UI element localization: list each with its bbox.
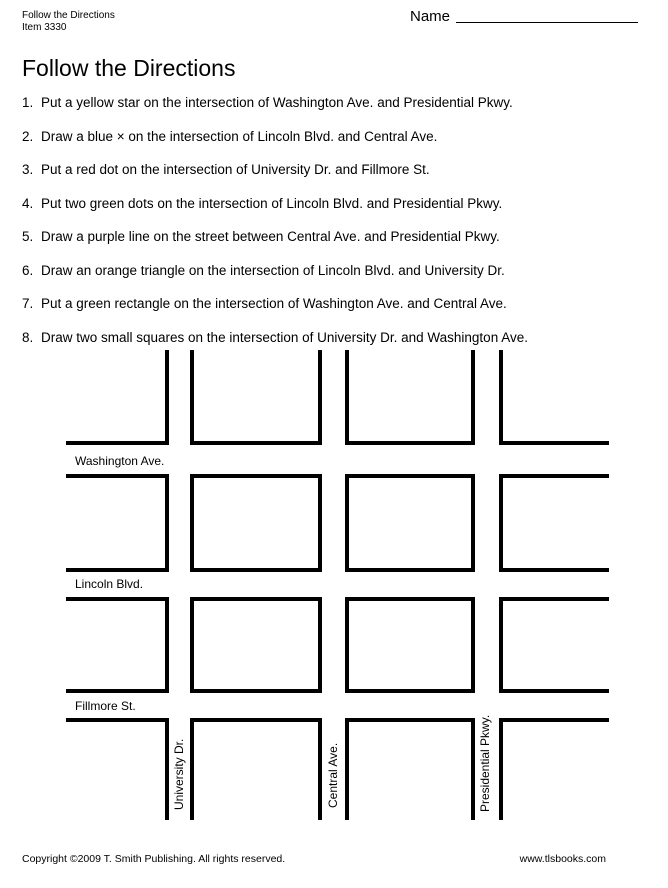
city-block — [66, 597, 169, 693]
street-label-fillmore: Fillmore St. — [75, 699, 136, 713]
direction-text: Draw a purple line on the street between Central Ave. and Presidential Pkwy. — [41, 229, 500, 244]
city-block — [499, 718, 609, 820]
street-label-washington: Washington Ave. — [75, 454, 165, 468]
street-label-presidential: Presidential Pkwy. — [478, 714, 492, 812]
direction-number: 6. — [22, 262, 34, 278]
direction-text: Put a green rectangle on the intersection of Washington Ave. and Central Ave. — [41, 296, 507, 311]
city-block — [66, 350, 169, 445]
direction-text: Put a red dot on the intersection of University Dr. and Fillmore St. — [41, 162, 430, 177]
direction-number: 5. — [22, 229, 34, 244]
direction-item — [22, 262, 528, 296]
page-title: Follow the Directions — [22, 55, 236, 81]
directions-list — [22, 94, 528, 362]
copyright-text: Copyright ©2009 T. Smith Publishing. All rights reserved. — [22, 853, 286, 865]
street-label-lincoln: Lincoln Blvd. — [75, 577, 144, 591]
direction-text: Draw a blue × on the intersection of Lincoln Blvd. and Central Ave. — [41, 128, 438, 144]
direction-text: Put a yellow star on the intersection of Washington Ave. and Presidential Pkwy. — [41, 95, 513, 110]
direction-number: 4. — [22, 195, 34, 211]
city-block — [345, 718, 475, 820]
direction-item — [22, 128, 528, 162]
direction-item — [22, 94, 528, 128]
direction-number: 1. — [22, 95, 34, 110]
direction-number: 3. — [22, 162, 34, 177]
direction-item — [22, 295, 528, 329]
city-block — [499, 350, 609, 445]
city-block — [345, 597, 475, 693]
direction-text: Draw an orange triangle on the intersection of Lincoln Blvd. and University Dr. — [41, 262, 505, 278]
direction-item — [22, 161, 528, 195]
street-label-university: University Dr. — [172, 738, 186, 810]
website-link[interactable]: www.tlsbooks.com — [519, 853, 606, 865]
city-block — [66, 718, 169, 820]
city-block — [190, 350, 322, 445]
name-label: Name — [410, 8, 451, 25]
city-block — [499, 474, 609, 572]
city-block — [66, 474, 169, 572]
direction-number: 2. — [22, 128, 34, 144]
direction-number: 7. — [22, 296, 34, 311]
direction-text: Put two green dots on the intersection of Lincoln Blvd. and Presidential Pkwy. — [41, 195, 503, 211]
street-label-central: Central Ave. — [326, 742, 340, 808]
city-block — [499, 597, 609, 693]
street-map[interactable] — [0, 350, 668, 820]
name-blank-line[interactable] — [456, 22, 638, 23]
direction-text: Draw two small squares on the intersection of University Dr. and Washington Ave. — [41, 329, 528, 345]
city-block — [190, 474, 322, 572]
header-title: Follow the Directions — [22, 10, 115, 21]
city-block — [345, 350, 475, 445]
direction-number: 8. — [22, 329, 34, 345]
direction-item — [22, 228, 528, 262]
city-block — [190, 718, 322, 820]
city-block — [345, 474, 475, 572]
city-block — [190, 597, 322, 693]
header-item-number: Item 3330 — [22, 22, 67, 33]
direction-item — [22, 195, 528, 229]
